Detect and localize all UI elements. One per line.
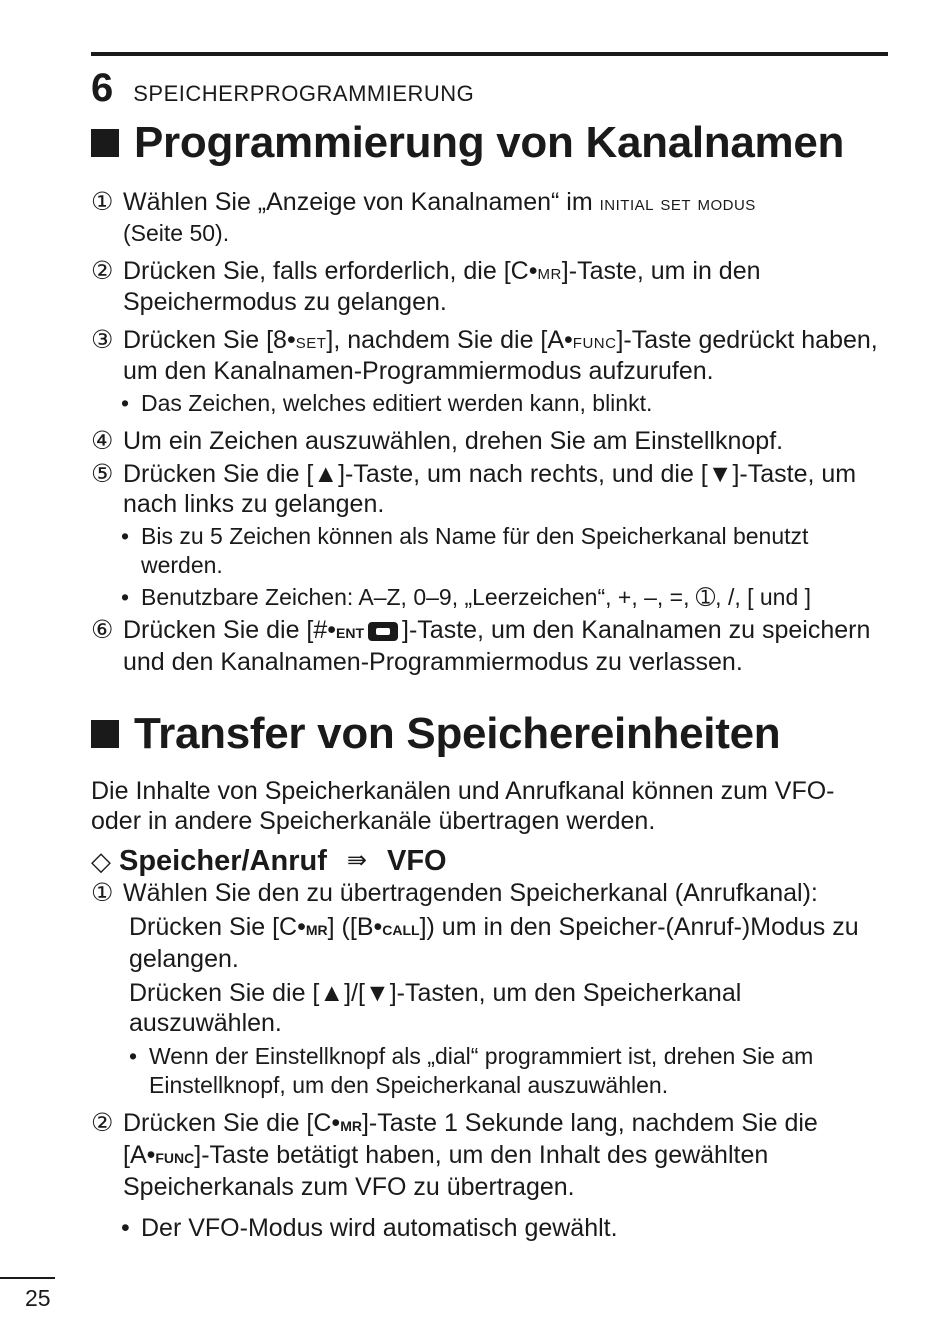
para-text-b: ] ([B• [327,913,383,941]
step-text-c: ]-Taste gedrückt haben, um den Kanalnamen-Programmiermodus aufzurufen. [123,326,878,385]
bullet-dot: • [121,523,130,549]
bullet-dot: • [121,1214,130,1242]
key-label: mr [305,918,328,940]
diamond-icon: ◇ [91,846,111,876]
step-number: ① [91,879,114,907]
bullet-dot: • [129,1043,138,1069]
bullet-text: Der VFO-Modus wird automatisch gewählt. [141,1214,618,1242]
step-1 [91,878,891,908]
para-text-c: ]) um in den Speicher-(Anruf-)Modus zu gelangen. [129,913,859,973]
step-text-b: ]-Taste, um in den Speichermodus zu gelangen. [123,257,761,316]
step-number: ④ [91,427,114,455]
step-number: ② [91,1109,114,1137]
bullet-text: Das Zeichen, welches editiert werden kann, blinkt. [141,390,653,416]
subhead-left: Speicher/Anruf [119,845,327,877]
bullet-item [91,522,891,580]
step-text-b: ]-Taste 1 Sekunde lang, nachdem Sie die [A• [123,1109,818,1169]
step-number: ⑥ [91,616,114,644]
bullet-item [91,1042,891,1100]
step-text [123,256,891,317]
step-1-paragraph-2: Drücken Sie die [▲]/[▼]-Tasten, um den Speicherkanal auszuwählen. [129,979,742,1037]
step-number: ③ [91,326,114,354]
step-text [123,187,891,248]
bullet-item [91,389,891,418]
step-number: ⑤ [91,460,114,488]
section2-body [91,776,891,1243]
step-text-a: Drücken Sie, falls erforderlich, die [C• [123,257,538,285]
section-heading-transfer [91,709,780,759]
step-5 [91,459,891,519]
para-text-a: Drücken Sie [C• [129,913,306,941]
section-heading-kanalnamen [91,118,844,168]
arrow-icon: ⇛ [346,847,367,874]
bullet-text: Benutzbare Zeichen: A–Z, 0–9, „Leerzeichen“, +, –, =, ➀, /, [ und ] [141,584,812,610]
step-2 [91,256,891,317]
key-label: func [572,329,617,353]
step-text-a: Drücken Sie die [#• [123,616,337,644]
step-text-a: Wählen Sie „Anzeige von Kanalnamen“ im [123,188,600,216]
key-label: mr [340,1114,362,1136]
key-label: set [295,329,327,353]
subheading [91,846,891,876]
step-text-a: Drücken Sie die [C• [123,1109,341,1137]
section-title: Transfer von Speichereinheiten [134,709,781,758]
bullet-item [91,583,891,612]
chapter-title: SPEICHERPROGRAMMIERUNG [133,81,475,106]
bullet-text: Bis zu 5 Zeichen können als Name für den Speicherkanal benutzt werden. [141,523,809,578]
heading-square-icon [91,720,119,748]
step-text: Wählen Sie den zu übertragenden Speicherkanal (Anrufkanal): [123,879,818,907]
step-6 [91,615,891,677]
bullet-item [91,1213,891,1243]
step-text [123,325,891,386]
chapter-header [91,66,474,110]
mode-name: initial set modus [599,191,756,215]
step-2 [91,1108,891,1202]
intro-text: Die Inhalte von Speicherkanälen und Anrufkanal können zum VFO- oder in andere Speicherkanäle übertragen werden. [91,777,835,835]
bullet-dot: • [121,584,130,610]
chapter-number: 6 [91,66,114,110]
key-label: mr [537,260,562,284]
step-1-paragraph-1 [91,912,891,974]
step-text-b: (Seite 50). [123,220,230,246]
top-rule [91,52,888,56]
step-1 [91,187,891,248]
step-text-b: ]-Taste, um den Kanalnamen zu speichern und den Kanalnamen-Programmiermodus zu verlassen. [123,616,871,676]
page-number: 25 [25,1285,51,1311]
subhead-right: VFO [386,845,447,877]
section1-body [91,187,891,677]
key-label: ent [336,621,365,643]
step-text-a: Drücken Sie [8• [123,326,296,354]
page-number-rule [0,1277,55,1279]
bullet-text: Wenn der Einstellknopf als „dial“ programmiert ist, drehen Sie am Einstellknopf, um den Speicherkanal auszuwählen. [149,1043,814,1098]
step-text-c: ]-Taste betätigt haben, um den Inhalt des gewählten Speicherkanals zum VFO zu übertragen. [123,1141,769,1201]
step-text: Um ein Zeichen auszuwählen, drehen Sie am Einstellknopf. [123,427,784,455]
section-title: Programmierung von Kanalnamen [134,118,845,167]
step-4 [91,426,891,456]
step-3 [91,325,891,386]
key-label: call [382,918,420,940]
tape-key-icon [368,622,398,641]
step-number: ① [91,188,114,216]
heading-square-icon [91,129,119,157]
step-text [123,1108,891,1202]
bullet-dot: • [121,390,130,416]
key-label: func [155,1146,195,1168]
step-text-b: ], nachdem Sie die [A• [326,326,573,354]
step-text [123,615,891,677]
step-number: ② [91,257,114,285]
step-text: Drücken Sie die [▲]-Taste, um nach rechts, und die [▼]-Taste, um nach links zu gelangen. [123,460,857,518]
